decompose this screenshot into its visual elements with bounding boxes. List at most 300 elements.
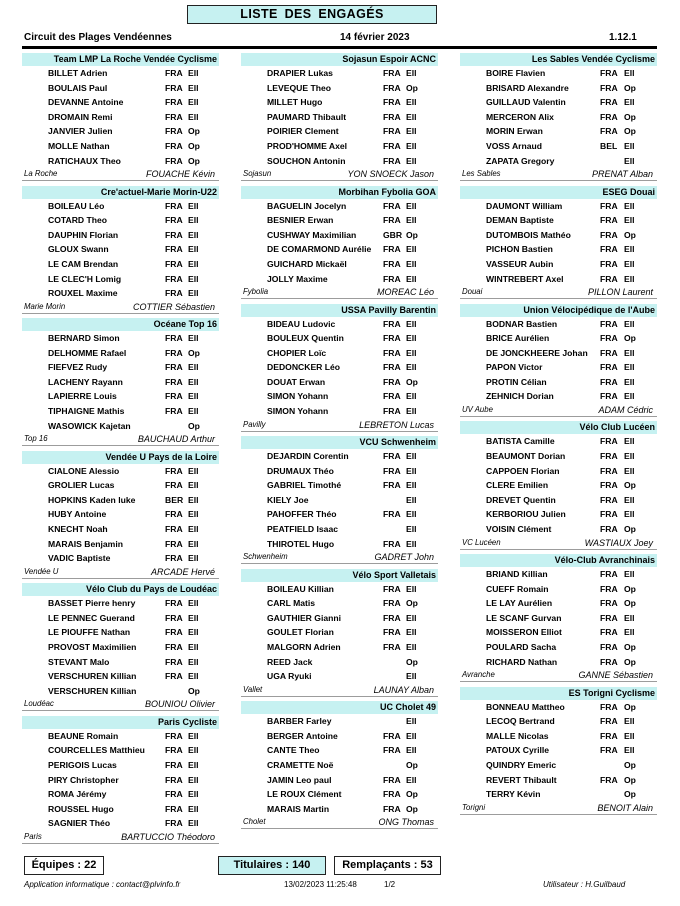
rider-name: DEJARDIN Corentin [267, 451, 349, 462]
rider-name: LE LAY Aurélien [486, 598, 553, 609]
rider-list [241, 714, 438, 816]
rider-row [241, 199, 438, 214]
team-manager: ONG Thomas [378, 817, 434, 828]
rider-name: DRUMAUX Théo [267, 465, 334, 476]
team-short-name: VC Lucéen [462, 537, 501, 547]
rider-status: Ell [406, 200, 417, 211]
rider-nationality: FRA [383, 627, 401, 638]
team-short-name: UV Aube [462, 405, 493, 415]
rider-status: Ell [406, 465, 417, 476]
rider-row [460, 596, 657, 611]
team-name: Paris Cycliste [22, 716, 219, 729]
rider-nationality: FRA [600, 376, 618, 387]
rider-name: BOIRE Flavien [486, 68, 546, 78]
rider-nationality: FRA [600, 583, 618, 594]
rider-nationality: FRA [600, 612, 618, 623]
rider-nationality: FRA [383, 745, 401, 756]
rider-nationality: FRA [383, 451, 401, 462]
rider-name: COTARD Theo [48, 215, 108, 226]
rider-status: Ell [624, 318, 635, 329]
rider-nationality: FRA [600, 451, 618, 462]
report-title: LISTE DES ENGAGÉS [187, 5, 437, 24]
team-footer [241, 419, 438, 431]
rider-nationality: FRA [383, 480, 401, 491]
rider-name: SIMON Yohann [267, 391, 329, 402]
rider-row [241, 331, 438, 346]
team-name: ES Torigni Cyclisme [460, 687, 657, 700]
rider-row [241, 257, 438, 272]
rider-name: WINTREBERT Axel [486, 273, 564, 284]
rider-row [241, 493, 438, 508]
rider-name: LE SCANF Gurvan [486, 612, 562, 623]
rider-row [460, 758, 657, 773]
rider-row [241, 110, 438, 125]
rider-nationality: FRA [600, 465, 618, 476]
rider-row [22, 522, 219, 537]
rider-row [22, 816, 219, 831]
rider-nationality: FRA [165, 258, 183, 269]
rider-nationality: FRA [165, 627, 183, 638]
team-manager: BOUNIOU Olivier [144, 699, 215, 710]
team-manager: PILLON Laurent [587, 287, 653, 298]
rider-row [460, 66, 657, 81]
rider-row [22, 95, 219, 110]
rider-status: Ell [188, 538, 199, 549]
team-footer [22, 301, 219, 313]
rider-nationality: FRA [600, 362, 618, 373]
rider-status: Ell [624, 68, 635, 78]
rider-name: RATICHAUX Theo [48, 155, 121, 166]
rider-nationality: FRA [600, 656, 618, 667]
rider-nationality: FRA [165, 406, 183, 417]
team-manager: MOREAC Léo [376, 287, 434, 298]
rider-row [460, 346, 657, 361]
rider-name: LAPIERRE Louis [48, 391, 117, 402]
rider-name: CAPPOEN Florian [486, 465, 560, 476]
rider-name: PROVOST Maximilien [48, 641, 137, 652]
rider-status: Op [624, 774, 636, 785]
rider-row [241, 787, 438, 802]
team-name: Team LMP La Roche Vendée Cyclisme [22, 53, 219, 66]
rider-status: Ell [624, 391, 635, 402]
rider-nationality: FRA [600, 641, 618, 652]
rider-status: Ell [406, 671, 417, 682]
substitutes-count-box [334, 856, 441, 875]
rider-status: Ell [406, 273, 417, 284]
rider-row [460, 81, 657, 96]
rider-status: Op [406, 598, 418, 609]
team-name: Océane Top 16 [22, 318, 219, 331]
rider-nationality: FRA [600, 347, 618, 358]
rider-row [241, 242, 438, 257]
rider-nationality: FRA [165, 538, 183, 549]
rider-nationality: FRA [383, 362, 401, 373]
rider-name: POULARD Sacha [486, 641, 557, 652]
rider-status: Ell [406, 362, 417, 373]
rider-nationality: FRA [600, 745, 618, 756]
rider-nationality: FRA [383, 598, 401, 609]
rider-status: Ell [406, 215, 417, 226]
rider-name: BEAUNE Romain [48, 730, 119, 741]
rider-row [22, 375, 219, 390]
rider-name: JAMIN Leo paul [267, 774, 332, 785]
rider-row [241, 596, 438, 611]
team-block [460, 304, 657, 418]
rider-name: DROMAIN Remi [48, 111, 113, 122]
rider-status: Op [406, 82, 418, 93]
team-short-name: Torigni [462, 802, 486, 812]
rider-status: Ell [406, 391, 417, 402]
rider-nationality: FRA [165, 656, 183, 667]
rider-status: Ell [624, 627, 635, 638]
team-footer [22, 566, 219, 578]
rider-nationality: FRA [600, 774, 618, 785]
rider-name: GLOUX Swann [48, 244, 109, 255]
team-block [241, 186, 438, 300]
rider-name: ROUSSEL Hugo [48, 803, 114, 814]
rider-status: Op [624, 126, 636, 137]
rider-status: Ell [188, 524, 199, 535]
rider-nationality: FRA [165, 200, 183, 211]
rider-name: LEVEQUE Theo [267, 82, 331, 93]
rider-row [460, 124, 657, 139]
team-name: Morbihan Fybolia GOA [241, 186, 438, 199]
rider-row [22, 758, 219, 773]
rider-nationality: FRA [383, 789, 401, 800]
rider-row [22, 257, 219, 272]
teams-count-value: 22 [84, 859, 97, 871]
rider-status: Ell [624, 509, 635, 520]
rider-status: Op [188, 155, 200, 166]
rider-status: Ell [188, 288, 199, 299]
rider-name: COURCELLES Matthieu [48, 745, 145, 756]
rider-row [460, 199, 657, 214]
rider-row [460, 655, 657, 670]
starters-count-value: 140 [292, 859, 311, 871]
rider-row [460, 507, 657, 522]
rider-status: Op [624, 759, 636, 770]
rider-name: PROD'HOMME Axel [267, 140, 348, 151]
rider-row [22, 272, 219, 287]
rider-status: Ell [624, 716, 635, 727]
rider-name: CRAMETTE Noë [267, 759, 334, 770]
rider-nationality: FRA [165, 641, 183, 652]
rider-status: Ell [188, 818, 199, 829]
team-block [241, 436, 438, 564]
team-block [22, 583, 219, 711]
rider-name: GOULET Florian [267, 627, 334, 638]
rider-nationality: FRA [383, 140, 401, 151]
rider-row [22, 419, 219, 434]
rider-nationality: FRA [600, 258, 618, 269]
rider-name: MALGORN Adrien [267, 641, 341, 652]
rider-row [241, 743, 438, 758]
rider-status: Op [624, 583, 636, 594]
rider-status: Ell [188, 215, 199, 226]
rider-status: Ell [406, 333, 417, 344]
rider-nationality: FRA [383, 347, 401, 358]
rider-name: BILLET Adrien [48, 68, 108, 78]
rider-status: Op [624, 641, 636, 652]
rider-row [241, 478, 438, 493]
rider-name: BONNEAU Mattheo [486, 701, 565, 712]
rider-row [460, 640, 657, 655]
team-footer [22, 433, 219, 445]
rider-status: Ell [188, 789, 199, 800]
rider-row [241, 729, 438, 744]
rider-status: Ell [406, 155, 417, 166]
rider-name: WASOWICK Kajetan [48, 420, 131, 431]
rider-row [22, 213, 219, 228]
rider-status: Ell [624, 244, 635, 255]
rider-nationality: FRA [165, 509, 183, 520]
rider-name: LECOQ Bertrand [486, 716, 555, 727]
rider-row [241, 582, 438, 597]
rider-nationality: FRA [165, 671, 183, 682]
rider-name: LE ROUX Clément [267, 789, 342, 800]
team-footer [460, 669, 657, 681]
rider-row [241, 655, 438, 670]
rider-name: DAUMONT William [486, 200, 563, 211]
rider-status: Ell [624, 436, 635, 447]
team-short-name: Vallet [243, 684, 263, 694]
team-footer [460, 404, 657, 416]
rider-name: SIMON Yohann [267, 406, 329, 417]
team-footer [241, 168, 438, 180]
rider-status: Ell [624, 745, 635, 756]
team-name: Cre'actuel-Marie Morin-U22 [22, 186, 219, 199]
rider-name: DEVANNE Antoine [48, 97, 124, 108]
rider-status: Ell [406, 774, 417, 785]
rider-name: MARAIS Martin [267, 803, 330, 814]
rider-status: Ell [624, 569, 635, 579]
rider-status: Op [624, 111, 636, 122]
rider-name: BATISTA Camille [486, 436, 555, 447]
rider-status: Op [406, 656, 418, 667]
page-number: 1/2 [384, 880, 396, 889]
team-manager: BAUCHAUD Arthur [137, 434, 215, 445]
rider-status: Op [624, 656, 636, 667]
rider-name: UGA Ryuki [267, 671, 312, 682]
rider-name: STEVANT Malo [48, 656, 110, 667]
rider-nationality: FRA [383, 111, 401, 122]
rider-nationality: FRA [165, 465, 183, 476]
rider-nationality: FRA [600, 97, 618, 108]
rider-nationality: FRA [600, 480, 618, 491]
rider-status: Ell [624, 347, 635, 358]
rider-name: DREVET Quentin [486, 494, 556, 505]
team-short-name: Fybolia [243, 287, 269, 297]
rider-list [460, 66, 657, 168]
rider-nationality: FRA [383, 200, 401, 211]
rider-row [22, 596, 219, 611]
team-manager: PRENAT Alban [591, 169, 653, 180]
rider-list [22, 464, 219, 566]
starters-count-label: Titulaires : [233, 859, 289, 871]
rider-nationality: FRA [165, 215, 183, 226]
rider-nationality: FRA [383, 215, 401, 226]
rider-nationality: FRA [165, 598, 183, 609]
rider-name: JANVIER Julien [48, 126, 113, 137]
rider-row [460, 714, 657, 729]
rider-list [22, 66, 219, 168]
team-short-name: Vendée U [24, 566, 59, 576]
rider-status: Ell [188, 244, 199, 255]
rider-nationality: FRA [600, 730, 618, 741]
rider-name: FIEFVEZ Rudy [48, 362, 108, 373]
rider-row [22, 537, 219, 552]
rider-status: Op [406, 789, 418, 800]
rider-status: Ell [406, 612, 417, 623]
rider-row [22, 729, 219, 744]
rider-nationality: FRA [383, 376, 401, 387]
rider-row [241, 66, 438, 81]
team-manager: BENOIT Alain [597, 802, 653, 813]
rider-nationality: FRA [600, 391, 618, 402]
print-timestamp: 13/02/2023 11:25:48 [284, 880, 357, 889]
team-column [241, 53, 438, 834]
rider-row [241, 522, 438, 537]
rider-row [22, 154, 219, 169]
rider-name: DELHOMME Rafael [48, 347, 127, 358]
rider-status: Ell [406, 97, 417, 108]
rider-list [22, 596, 219, 698]
rider-nationality: FRA [600, 627, 618, 638]
rider-name: BRICE Aurélien [486, 333, 550, 344]
rider-status: Ell [406, 494, 417, 505]
rider-name: BERGER Antoine [267, 730, 338, 741]
rider-nationality: FRA [383, 803, 401, 814]
rider-name: PIRY Christopher [48, 774, 119, 785]
rider-status: Ell [406, 111, 417, 122]
team-name: UC Cholet 49 [241, 701, 438, 714]
rider-nationality: FRA [600, 111, 618, 122]
rider-row [460, 434, 657, 449]
rider-nationality: FRA [600, 524, 618, 535]
team-short-name: Les Sables [462, 169, 501, 179]
rider-status: Ell [406, 68, 417, 78]
team-manager: WASTIAUX Joey [584, 537, 653, 548]
team-name: Vendée U Pays de la Loire [22, 451, 219, 464]
rider-name: MARAIS Benjamin [48, 538, 123, 549]
rider-row [460, 773, 657, 788]
rider-nationality: FRA [383, 126, 401, 137]
rider-nationality: FRA [383, 391, 401, 402]
rider-row [241, 464, 438, 479]
team-short-name: Sojasun [243, 169, 272, 179]
rider-nationality: FRA [383, 68, 401, 78]
rider-row [241, 95, 438, 110]
rider-nationality: FRA [383, 333, 401, 344]
rider-name: BAGUELIN Jocelyn [267, 200, 347, 211]
rider-row [241, 714, 438, 729]
rider-nationality: FRA [383, 155, 401, 166]
team-block [460, 554, 657, 682]
team-block [460, 53, 657, 181]
team-block [460, 687, 657, 815]
rider-status: Op [188, 347, 200, 358]
rider-name: BESNIER Erwan [267, 215, 334, 226]
rider-row [460, 478, 657, 493]
rider-nationality: BER [165, 494, 184, 505]
event-name: Circuit des Plages Vendéennes [24, 32, 172, 43]
rider-status: Ell [188, 494, 199, 505]
team-manager: BARTUCCIO Théodoro [121, 831, 215, 842]
rider-row [22, 404, 219, 419]
rider-name: CANTE Theo [267, 745, 320, 756]
rider-name: CUEFF Romain [486, 583, 549, 594]
team-name: Vélo-Club Avranchinais [460, 554, 657, 567]
rider-status: Ell [624, 273, 635, 284]
rider-row [241, 317, 438, 332]
rider-status: Ell [624, 362, 635, 373]
rider-status: Ell [188, 97, 199, 108]
rider-nationality: FRA [600, 215, 618, 226]
rider-status: Ell [624, 215, 635, 226]
rider-status: Ell [406, 140, 417, 151]
rider-name: PICHON Bastien [486, 244, 553, 255]
rider-name: PROTIN Célian [486, 376, 547, 387]
rider-status: Op [188, 420, 200, 431]
rider-status: Ell [188, 68, 199, 78]
rider-name: DE COMARMOND Aurélie [267, 244, 372, 255]
rider-nationality: FRA [383, 641, 401, 652]
rider-row [460, 729, 657, 744]
rider-name: PEATFIELD Isaac [267, 524, 338, 535]
rider-nationality: FRA [600, 598, 618, 609]
rider-nationality: FRA [165, 759, 183, 770]
rider-status: Ell [406, 318, 417, 329]
rider-status: Op [624, 480, 636, 491]
rider-status: Op [406, 803, 418, 814]
rider-name: MOLLE Nathan [48, 140, 110, 151]
team-manager: GANNE Sébastien [578, 670, 653, 681]
rider-status: Ell [188, 82, 199, 93]
team-manager: GADRET John [374, 552, 434, 563]
rider-name: TERRY Kévin [486, 789, 541, 800]
rider-status: Op [406, 229, 418, 240]
rider-name: BODNAR Bastien [486, 318, 558, 329]
rider-row [241, 81, 438, 96]
rider-status: Ell [406, 641, 417, 652]
rider-row [460, 110, 657, 125]
rider-row [22, 493, 219, 508]
team-footer [22, 831, 219, 843]
team-footer [22, 168, 219, 180]
rider-name: CIALONE Alessio [48, 465, 120, 476]
team-short-name: Schwenheim [243, 552, 288, 562]
rider-name: VERSCHUREN Killian [48, 685, 137, 696]
rider-name: PAHOFFER Théo [267, 509, 337, 520]
rider-nationality: FRA [165, 333, 183, 344]
rider-name: BOILEAU Léo [48, 200, 105, 211]
rider-name: HUBY Antoine [48, 509, 107, 520]
rider-list [241, 66, 438, 168]
rider-row [241, 640, 438, 655]
rider-name: DAUPHIN Florian [48, 229, 119, 240]
rider-name: BRIAND Killian [486, 569, 548, 579]
rider-nationality: FRA [383, 406, 401, 417]
rider-row [22, 242, 219, 257]
team-block [22, 716, 219, 844]
team-short-name: Marie Morin [24, 301, 66, 311]
rider-name: PAUMARD Thibault [267, 111, 347, 122]
rider-row [241, 139, 438, 154]
rider-row [241, 611, 438, 626]
rider-list [460, 434, 657, 536]
rider-row [22, 331, 219, 346]
rider-list [460, 700, 657, 802]
